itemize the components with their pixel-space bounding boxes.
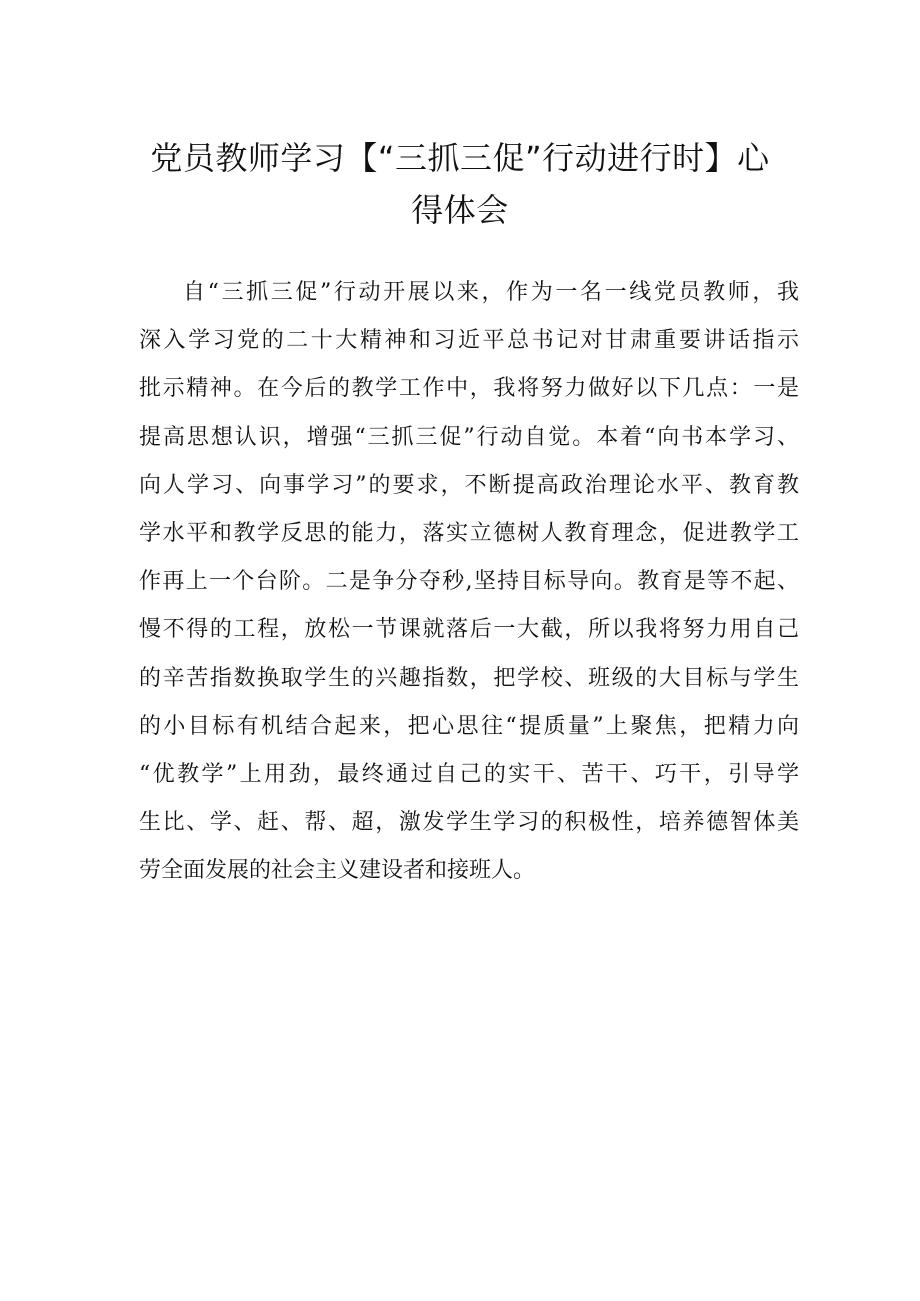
- paragraph-line: 向人学习、向事学习”的要求，不断提高政治理论水平、教育教: [139, 472, 799, 498]
- paragraph-line: 自“三抓三促”行动开展以来，作为一名一线党员教师，我: [183, 280, 799, 305]
- paragraph-line: 批示精神。在今后的教学工作中，我将努力做好以下几点：一是: [139, 376, 799, 402]
- paragraph-line: 深入学习党的二十大精神和习近平总书记对甘肃重要讲话指示: [139, 328, 799, 354]
- body-paragraph: [139, 269, 799, 895]
- paragraph-line: 的小目标有机结合起来，把心思往“提质量”上聚焦，把精力向: [139, 713, 799, 739]
- paragraph-line: 慢不得的工程，放松一节课就落后一大截，所以我将努力用自己: [139, 617, 799, 643]
- paragraph-line: “优教学”上用劲，最终通过自己的实干、苦干、巧干，引导学: [139, 761, 799, 787]
- paragraph-line: 劳全面发展的社会主义建设者和接班人。: [139, 858, 536, 884]
- title-line-2: 得体会: [411, 191, 509, 229]
- title-line-1: 党员教师学习【“三抓三促”行动进行时】心: [150, 139, 770, 177]
- paragraph-line: 的辛苦指数换取学生的兴趣指数，把学校、班级的大目标与学生: [139, 665, 799, 691]
- paragraph-line: 学水平和教学反思的能力，落实立德树人教育理念，促进教学工: [139, 520, 799, 546]
- paragraph-line: 提高思想认识，增强“三抓三促”行动自觉。本着“向书本学习、: [139, 424, 799, 450]
- paragraph-line: 作再上一个台阶。二是争分夺秒,坚持目标导向。教育是等不起、: [139, 569, 799, 595]
- document-title: [120, 132, 800, 236]
- paragraph-line: 生比、学、赶、帮、超，激发学生学习的积极性，培养德智体美: [139, 810, 799, 836]
